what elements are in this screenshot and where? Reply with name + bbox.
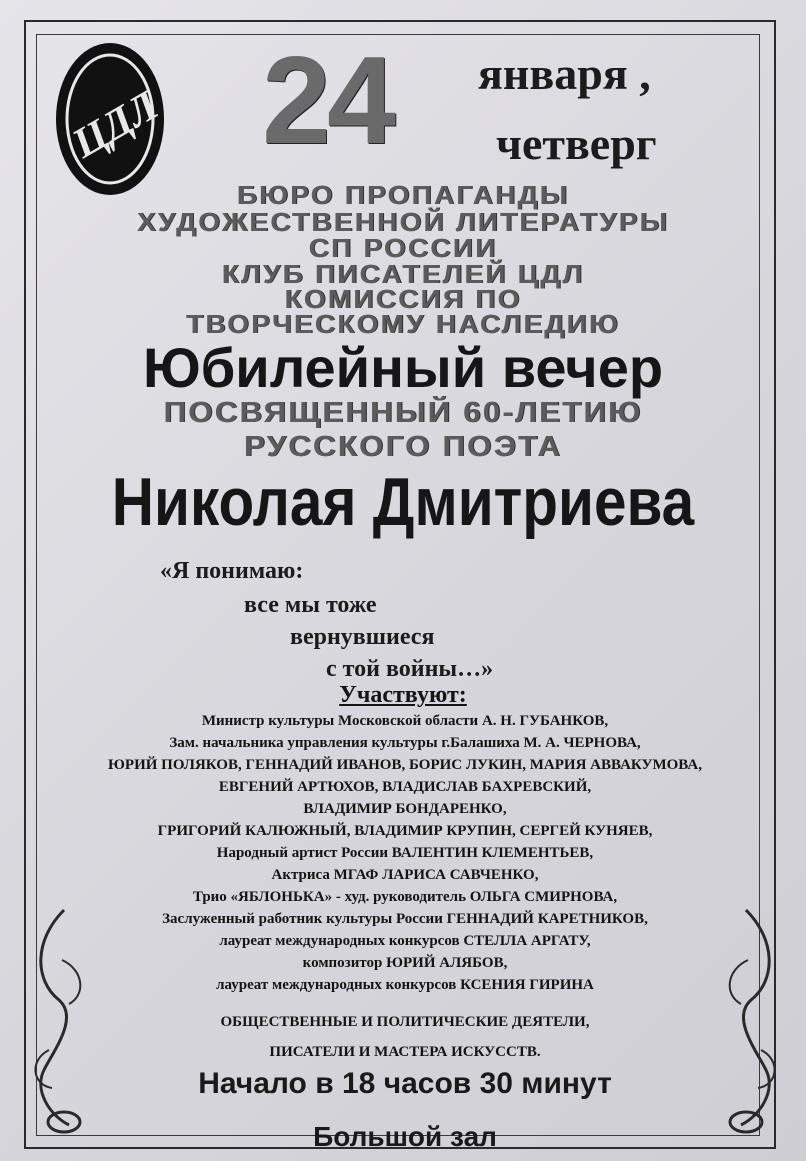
- participant-line: ВЛАДИМИР БОНДАРЕНКО,: [303, 801, 507, 817]
- cdl-logo: [54, 40, 166, 198]
- participants-heading: Участвуют:: [339, 682, 467, 708]
- venue: Большой зал: [313, 1121, 497, 1152]
- logo-lettering: ЦДЛ: [65, 82, 166, 168]
- right-ornament: [706, 900, 786, 1140]
- quote-line: все мы тоже: [244, 592, 377, 618]
- participant-line: лауреат международных конкурсов КСЕНИЯ ГИРИНА: [216, 977, 594, 993]
- participant-line: композитор ЮРИЙ АЛЯБОВ,: [302, 955, 508, 971]
- closing-line: ПИСАТЕЛИ И МАСТЕРА ИСКУССТВ.: [269, 1044, 541, 1060]
- participant-line: Министр культуры Московской области А. Н. ГУБАНКОВ,: [201, 713, 609, 729]
- participant-line: Зам. начальника управления культуры г.Балашиха М. А. ЧЕРНОВА,: [169, 735, 641, 751]
- event-subtitle-1: ПОСВЯЩЕННЫЙ 60-ЛЕТИЮ: [163, 397, 643, 429]
- participant-line: Народный артист России ВАЛЕНТИН КЛЕМЕНТЬЕВ,: [216, 845, 594, 861]
- left-ornament: [24, 900, 104, 1140]
- participant-line: Трио «ЯБЛОНЬКА» - худ. руководитель ОЛЬГА СМИРНОВА,: [192, 889, 618, 905]
- participant-line: лауреат международных конкурсов СТЕЛЛА АРГАТУ,: [219, 933, 591, 949]
- quote-line: «Я понимаю:: [160, 558, 304, 584]
- participant-line: Актриса МГАФ ЛАРИСА САВЧЕНКО,: [271, 867, 539, 883]
- event-title: Юбилейный вечер: [142, 336, 664, 399]
- organizer-line: ТВОРЧЕСКОМУ НАСЛЕДИЮ: [186, 309, 620, 339]
- poet-name: Николая Дмитриева: [111, 464, 695, 540]
- participant-line: ЮРИЙ ПОЛЯКОВ, ГЕННАДИЙ ИВАНОВ, БОРИС ЛУКИН, МАРИЯ АВВАКУМОВА,: [108, 757, 702, 773]
- organizer-line: КЛУБ ПИСАТЕЛЕЙ ЦДЛ: [221, 259, 585, 289]
- date-weekday: четверг: [496, 118, 657, 169]
- event-subtitle-2: РУССКОГО ПОЭТА: [243, 431, 563, 463]
- organizer-line: ХУДОЖЕСТВЕННОЙ ЛИТЕРАТУРЫ: [136, 207, 670, 237]
- organizer-line: БЮРО ПРОПАГАНДЫ: [236, 180, 570, 210]
- date-day-number: 24: [262, 32, 392, 170]
- quote-line: с той войны…»: [326, 656, 494, 682]
- start-time: Начало в 18 часов 30 минут: [198, 1067, 612, 1100]
- participants-list: [60, 710, 750, 996]
- date-month: января ,: [478, 48, 651, 99]
- organizer-line: КОМИССИЯ ПО: [284, 284, 522, 314]
- organizer-line: СП РОССИИ: [308, 233, 498, 263]
- closing-line: ОБЩЕСТВЕННЫЕ И ПОЛИТИЧЕСКИЕ ДЕЯТЕЛИ,: [220, 1014, 590, 1030]
- participant-line: ГРИГОРИЙ КАЛЮЖНЫЙ, ВЛАДИМИР КРУПИН, СЕРГЕЙ КУНЯЕВ,: [157, 823, 653, 839]
- participant-line: ЕВГЕНИЙ АРТЮХОВ, ВЛАДИСЛАВ БАХРЕВСКИЙ,: [218, 779, 592, 795]
- quote-line: вернувшиеся: [290, 624, 435, 650]
- participant-line: Заслуженный работник культуры России ГЕННАДИЙ КАРЕТНИКОВ,: [162, 911, 648, 927]
